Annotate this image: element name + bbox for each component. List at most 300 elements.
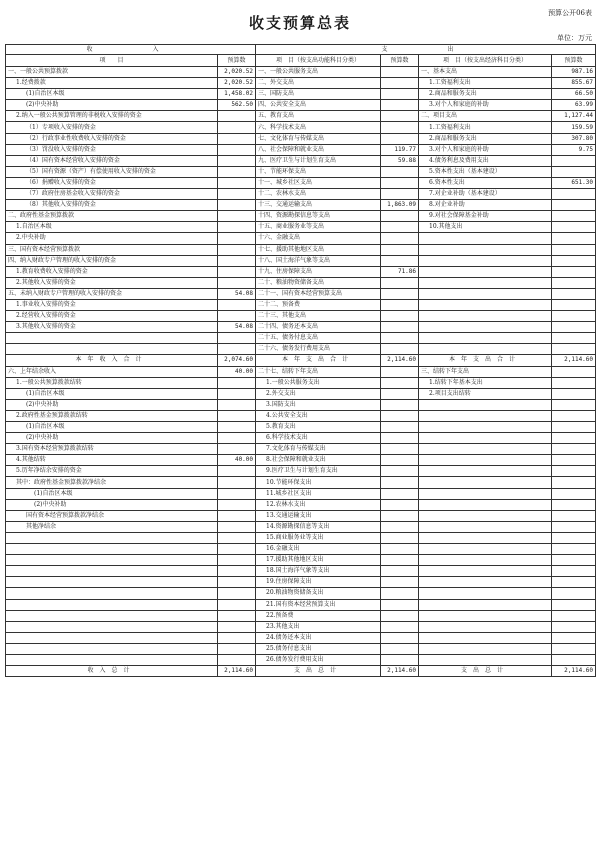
income-amount-cell bbox=[218, 632, 256, 643]
func-item-cell: 五、教育支出 bbox=[256, 111, 381, 122]
econ-amount-cell bbox=[552, 344, 596, 355]
econ-amount-cell bbox=[552, 477, 596, 488]
func-amount-cell bbox=[381, 133, 419, 144]
func-amount-cell bbox=[381, 488, 419, 499]
func-amount-cell bbox=[381, 222, 419, 233]
func-item-cell: 19.住房保障支出 bbox=[256, 577, 381, 588]
func-item-cell: 三、国防支出 bbox=[256, 89, 381, 100]
econ-item-cell: 10.其他支出 bbox=[419, 222, 552, 233]
table-row bbox=[6, 588, 596, 599]
func-amount-cell bbox=[381, 510, 419, 521]
income-amount-cell bbox=[218, 643, 256, 654]
income-amount-cell bbox=[218, 311, 256, 322]
income-amount-cell bbox=[218, 544, 256, 555]
col-func-amount: 预算数 bbox=[381, 55, 419, 67]
form-code: 预算公开06表 bbox=[548, 9, 592, 17]
econ-amount-cell bbox=[552, 643, 596, 654]
econ-item-cell: 3.对个人和家庭的补助 bbox=[419, 100, 552, 111]
func-amount-cell bbox=[381, 433, 419, 444]
year-econ-total: 2,114.60 bbox=[552, 355, 596, 366]
table-row bbox=[6, 510, 596, 521]
econ-amount-cell: 66.50 bbox=[552, 89, 596, 100]
income-item-cell: （6）捐赠收入安排的资金 bbox=[6, 177, 218, 188]
table-row bbox=[6, 577, 596, 588]
func-item-cell: 二、外交支出 bbox=[256, 78, 381, 89]
table-row bbox=[6, 322, 596, 333]
income-amount-cell: 54.08 bbox=[218, 288, 256, 299]
econ-item-cell: 8.对企业补助 bbox=[419, 200, 552, 211]
func-item-cell: 7.文化体育与传媒支出 bbox=[256, 444, 381, 455]
income-amount-cell bbox=[218, 566, 256, 577]
income-amount-cell: 562.50 bbox=[218, 100, 256, 111]
econ-amount-cell bbox=[552, 444, 596, 455]
econ-amount-cell bbox=[552, 366, 596, 377]
table-row bbox=[6, 333, 596, 344]
econ-item-cell bbox=[419, 599, 552, 610]
income-item-cell: 三、国有资本经营预算拨款 bbox=[6, 244, 218, 255]
func-item-cell: 13.交通运输支出 bbox=[256, 510, 381, 521]
func-item-cell: 十九、住房保障支出 bbox=[256, 266, 381, 277]
func-amount-cell bbox=[381, 255, 419, 266]
income-item-cell: （2）行政事业性收费收入安排的资金 bbox=[6, 133, 218, 144]
func-item-cell: 十一、城乡社区支出 bbox=[256, 177, 381, 188]
income-amount-cell: 2,020.52 bbox=[218, 67, 256, 78]
column-header-row bbox=[6, 55, 596, 67]
table-row bbox=[6, 544, 596, 555]
econ-item-cell bbox=[419, 277, 552, 288]
func-amount-cell bbox=[381, 166, 419, 177]
income-item-cell: （3）罚没收入安排的资金 bbox=[6, 144, 218, 155]
income-amount-cell bbox=[218, 277, 256, 288]
table-row bbox=[6, 89, 596, 100]
table-row bbox=[6, 444, 596, 455]
income-item-cell: 四、纳入财政专户管理的收入安排的资金 bbox=[6, 255, 218, 266]
econ-item-cell bbox=[419, 444, 552, 455]
income-item-cell bbox=[6, 654, 218, 665]
income-amount-cell: 2,020.52 bbox=[218, 78, 256, 89]
total-row bbox=[6, 666, 596, 677]
econ-amount-cell bbox=[552, 166, 596, 177]
income-item-cell bbox=[6, 599, 218, 610]
func-item-cell: 15.商业服务业等支出 bbox=[256, 532, 381, 543]
func-item-cell: 4.公共安全支出 bbox=[256, 410, 381, 421]
func-amount-cell bbox=[381, 399, 419, 410]
func-item-cell: 5.教育支出 bbox=[256, 422, 381, 433]
income-item-cell: (1)自治区本级 bbox=[6, 488, 218, 499]
econ-item-cell bbox=[419, 333, 552, 344]
income-item-cell bbox=[6, 643, 218, 654]
income-amount-cell bbox=[218, 621, 256, 632]
table-row bbox=[6, 166, 596, 177]
income-item-cell: (2)中央补助 bbox=[6, 399, 218, 410]
table-row bbox=[6, 388, 596, 399]
income-amount-cell bbox=[218, 122, 256, 133]
income-amount-cell bbox=[218, 510, 256, 521]
func-item-cell: 20.粮油物资储备支出 bbox=[256, 588, 381, 599]
income-amount-cell bbox=[218, 111, 256, 122]
func-item-cell: 3.国防支出 bbox=[256, 399, 381, 410]
econ-item-cell bbox=[419, 422, 552, 433]
econ-item-cell: 1.工资福利支出 bbox=[419, 78, 552, 89]
econ-amount-cell bbox=[552, 288, 596, 299]
func-item-cell: 六、科学技术支出 bbox=[256, 122, 381, 133]
income-amount-cell bbox=[218, 233, 256, 244]
income-amount-cell bbox=[218, 255, 256, 266]
econ-item-cell bbox=[419, 433, 552, 444]
econ-amount-cell: 855.67 bbox=[552, 78, 596, 89]
income-item-cell: 国有资本经营预算拨款净结余 bbox=[6, 510, 218, 521]
func-amount-cell bbox=[381, 566, 419, 577]
func-item-cell: 十四、资源勘探信息等支出 bbox=[256, 211, 381, 222]
func-amount-cell bbox=[381, 521, 419, 532]
table-row bbox=[6, 344, 596, 355]
income-amount-cell bbox=[218, 599, 256, 610]
func-amount-cell bbox=[381, 377, 419, 388]
func-amount-cell bbox=[381, 89, 419, 100]
table-row bbox=[6, 422, 596, 433]
func-amount-cell bbox=[381, 233, 419, 244]
income-item-cell: （1）专项收入安排的资金 bbox=[6, 122, 218, 133]
func-amount-cell bbox=[381, 444, 419, 455]
func-item-cell: 八、社会保障和就业支出 bbox=[256, 144, 381, 155]
income-amount-cell bbox=[218, 200, 256, 211]
econ-amount-cell bbox=[552, 211, 596, 222]
econ-item-cell bbox=[419, 588, 552, 599]
income-amount-cell bbox=[218, 344, 256, 355]
func-item-cell: 二十三、其他支出 bbox=[256, 311, 381, 322]
econ-amount-cell: 9.75 bbox=[552, 144, 596, 155]
income-item-cell: 4.其他结转 bbox=[6, 455, 218, 466]
econ-amount-cell bbox=[552, 311, 596, 322]
table-row bbox=[6, 466, 596, 477]
econ-amount-cell bbox=[552, 455, 596, 466]
grand-income-label: 收入总计 bbox=[6, 666, 218, 677]
income-amount-cell bbox=[218, 244, 256, 255]
grand-expense-total: 2,114.60 bbox=[381, 666, 419, 677]
func-item-cell: 12.农林水支出 bbox=[256, 499, 381, 510]
func-amount-cell bbox=[381, 610, 419, 621]
econ-item-cell bbox=[419, 288, 552, 299]
col-income-item: 项 目 bbox=[6, 55, 218, 67]
func-item-cell: 二十四、债务还本支出 bbox=[256, 322, 381, 333]
econ-amount-cell bbox=[552, 488, 596, 499]
econ-amount-cell bbox=[552, 510, 596, 521]
func-item-cell: 24.债务还本支出 bbox=[256, 632, 381, 643]
col-func-item: 项 目（按支出功能科目分类） bbox=[256, 55, 381, 67]
func-item-cell: 1.一般公共服务支出 bbox=[256, 377, 381, 388]
year-expense-total-label: 本年支出合计 bbox=[256, 355, 381, 366]
func-item-cell: 二十一、国有资本经营预算支出 bbox=[256, 288, 381, 299]
table-row bbox=[6, 566, 596, 577]
func-amount-cell bbox=[381, 322, 419, 333]
income-amount-cell bbox=[218, 477, 256, 488]
econ-item-cell: 1.结转下年基本支出 bbox=[419, 377, 552, 388]
income-item-cell: 5.历年净结余安排的资金 bbox=[6, 466, 218, 477]
income-item-cell: 1.自治区本级 bbox=[6, 222, 218, 233]
income-amount-cell bbox=[218, 266, 256, 277]
income-item-cell bbox=[6, 344, 218, 355]
func-item-cell: 二十六、债务发行费用支出 bbox=[256, 344, 381, 355]
econ-amount-cell bbox=[552, 222, 596, 233]
func-amount-cell bbox=[381, 299, 419, 310]
income-item-cell bbox=[6, 577, 218, 588]
income-item-cell: (2)中央补助 bbox=[6, 433, 218, 444]
econ-amount-cell bbox=[552, 255, 596, 266]
income-item-cell: 一、一般公共预算拨款 bbox=[6, 67, 218, 78]
table-row bbox=[6, 488, 596, 499]
income-item-cell: (1)自治区本级 bbox=[6, 422, 218, 433]
func-item-cell: 十、节能环保支出 bbox=[256, 166, 381, 177]
econ-amount-cell bbox=[552, 610, 596, 621]
income-amount-cell bbox=[218, 333, 256, 344]
table-row bbox=[6, 366, 596, 377]
econ-item-cell bbox=[419, 255, 552, 266]
income-amount-cell bbox=[218, 422, 256, 433]
func-amount-cell: 1,863.09 bbox=[381, 200, 419, 211]
grand-econ-label: 支出总计 bbox=[419, 666, 552, 677]
income-item-cell: 2.纳入一般公共预算管理的非税收入安排的资金 bbox=[6, 111, 218, 122]
econ-amount-cell bbox=[552, 588, 596, 599]
func-amount-cell bbox=[381, 333, 419, 344]
income-amount-cell bbox=[218, 577, 256, 588]
table-row bbox=[6, 100, 596, 111]
budget-table bbox=[5, 44, 596, 677]
income-amount-cell bbox=[218, 433, 256, 444]
econ-amount-cell bbox=[552, 277, 596, 288]
year-econ-total-label: 本年支出合计 bbox=[419, 355, 552, 366]
econ-amount-cell bbox=[552, 521, 596, 532]
econ-amount-cell bbox=[552, 555, 596, 566]
func-amount-cell bbox=[381, 244, 419, 255]
income-amount-cell bbox=[218, 144, 256, 155]
table-row bbox=[6, 155, 596, 166]
func-item-cell: 18.国土海洋气象等支出 bbox=[256, 566, 381, 577]
income-item-cell: 1.经费拨款 bbox=[6, 78, 218, 89]
econ-amount-cell: 987.16 bbox=[552, 67, 596, 78]
econ-amount-cell bbox=[552, 621, 596, 632]
year-expense-total: 2,114.60 bbox=[381, 355, 419, 366]
func-amount-cell bbox=[381, 177, 419, 188]
econ-item-cell bbox=[419, 322, 552, 333]
income-item-cell: (1)自治区本级 bbox=[6, 89, 218, 100]
func-amount-cell bbox=[381, 67, 419, 78]
income-amount-cell bbox=[218, 532, 256, 543]
econ-amount-cell bbox=[552, 466, 596, 477]
econ-item-cell bbox=[419, 233, 552, 244]
func-amount-cell bbox=[381, 211, 419, 222]
total-row bbox=[6, 355, 596, 366]
expense-section-header: 支 出 bbox=[256, 45, 596, 55]
income-amount-cell bbox=[218, 388, 256, 399]
func-item-cell: 16.金融支出 bbox=[256, 544, 381, 555]
func-item-cell: 11.城乡社区支出 bbox=[256, 488, 381, 499]
col-econ-amount: 预算数 bbox=[552, 55, 596, 67]
func-amount-cell bbox=[381, 499, 419, 510]
income-amount-cell bbox=[218, 155, 256, 166]
econ-item-cell: 2.商品和服务支出 bbox=[419, 133, 552, 144]
func-item-cell: 九、医疗卫生与计划生育支出 bbox=[256, 155, 381, 166]
econ-amount-cell bbox=[552, 299, 596, 310]
table-row bbox=[6, 621, 596, 632]
func-amount-cell bbox=[381, 588, 419, 599]
income-item-cell: 二、政府性基金预算拨款 bbox=[6, 211, 218, 222]
econ-item-cell: 2.商品和服务支出 bbox=[419, 89, 552, 100]
income-amount-cell bbox=[218, 211, 256, 222]
func-item-cell: 23.其他支出 bbox=[256, 621, 381, 632]
income-item-cell bbox=[6, 555, 218, 566]
table-row bbox=[6, 144, 596, 155]
income-amount-cell bbox=[218, 444, 256, 455]
table-row bbox=[6, 266, 596, 277]
func-item-cell: 十六、金融支出 bbox=[256, 233, 381, 244]
econ-amount-cell bbox=[552, 189, 596, 200]
unit-label: 单位：万元 bbox=[557, 34, 592, 42]
income-amount-cell bbox=[218, 488, 256, 499]
func-item-cell: 二十、粮油物资储备支出 bbox=[256, 277, 381, 288]
econ-amount-cell bbox=[552, 577, 596, 588]
income-item-cell bbox=[6, 621, 218, 632]
econ-amount-cell bbox=[552, 632, 596, 643]
econ-item-cell bbox=[419, 555, 552, 566]
econ-amount-cell bbox=[552, 566, 596, 577]
income-item-cell: (1)自治区本级 bbox=[6, 388, 218, 399]
econ-item-cell bbox=[419, 477, 552, 488]
income-amount-cell bbox=[218, 299, 256, 310]
econ-item-cell bbox=[419, 488, 552, 499]
table-row bbox=[6, 189, 596, 200]
col-econ-item: 项 目（按支出经济科目分类） bbox=[419, 55, 552, 67]
table-row bbox=[6, 211, 596, 222]
table-row bbox=[6, 532, 596, 543]
income-amount-cell bbox=[218, 521, 256, 532]
func-item-cell: 十二、农林水支出 bbox=[256, 189, 381, 200]
income-item-cell: （8）其他收入安排的资金 bbox=[6, 200, 218, 211]
table-row bbox=[6, 455, 596, 466]
income-item-cell: 其他净结余 bbox=[6, 521, 218, 532]
func-amount-cell: 71.86 bbox=[381, 266, 419, 277]
table-row bbox=[6, 643, 596, 654]
income-amount-cell: 40.00 bbox=[218, 455, 256, 466]
econ-amount-cell bbox=[552, 422, 596, 433]
func-item-cell: 二十五、债务付息支出 bbox=[256, 333, 381, 344]
func-amount-cell bbox=[381, 654, 419, 665]
func-item-cell: 10.节能环保支出 bbox=[256, 477, 381, 488]
econ-item-cell bbox=[419, 577, 552, 588]
table-row bbox=[6, 499, 596, 510]
econ-item-cell bbox=[419, 244, 552, 255]
func-item-cell: 一、一般公共服务支出 bbox=[256, 67, 381, 78]
func-item-cell: 二十二、预备费 bbox=[256, 299, 381, 310]
table-row bbox=[6, 555, 596, 566]
table-row bbox=[6, 311, 596, 322]
income-amount-cell bbox=[218, 399, 256, 410]
econ-item-cell bbox=[419, 311, 552, 322]
table-row bbox=[6, 177, 596, 188]
func-amount-cell bbox=[381, 344, 419, 355]
income-item-cell: (2)中央补助 bbox=[6, 499, 218, 510]
econ-amount-cell bbox=[552, 654, 596, 665]
func-amount-cell bbox=[381, 277, 419, 288]
econ-item-cell: 3.对个人和家庭的补助 bbox=[419, 144, 552, 155]
func-item-cell: 七、文化体育与传媒支出 bbox=[256, 133, 381, 144]
table-row bbox=[6, 255, 596, 266]
table-row bbox=[6, 632, 596, 643]
econ-item-cell: 9.对社会保障基金补助 bbox=[419, 211, 552, 222]
income-amount-cell: 1,458.02 bbox=[218, 89, 256, 100]
income-item-cell: 其中：政府性基金预算拨款净结余 bbox=[6, 477, 218, 488]
econ-amount-cell bbox=[552, 266, 596, 277]
table-row bbox=[6, 599, 596, 610]
func-amount-cell bbox=[381, 477, 419, 488]
econ-amount-cell: 651.30 bbox=[552, 177, 596, 188]
econ-amount-cell bbox=[552, 377, 596, 388]
income-item-cell: (2)中央补助 bbox=[6, 100, 218, 111]
func-amount-cell bbox=[381, 311, 419, 322]
table-row bbox=[6, 200, 596, 211]
income-amount-cell bbox=[218, 654, 256, 665]
econ-amount-cell bbox=[552, 333, 596, 344]
econ-amount-cell bbox=[552, 499, 596, 510]
econ-item-cell: 7.对企业补助（基本建设） bbox=[419, 189, 552, 200]
income-amount-cell: 54.08 bbox=[218, 322, 256, 333]
econ-item-cell: 三、结转下年支出 bbox=[419, 366, 552, 377]
income-item-cell: 1.事业收入安排的资金 bbox=[6, 299, 218, 310]
econ-amount-cell: 159.59 bbox=[552, 122, 596, 133]
page-title: 收支预算总表 bbox=[248, 14, 351, 32]
econ-item-cell bbox=[419, 654, 552, 665]
grand-income-total: 2,114.60 bbox=[218, 666, 256, 677]
econ-item-cell bbox=[419, 466, 552, 477]
func-amount-cell bbox=[381, 288, 419, 299]
table-row bbox=[6, 477, 596, 488]
func-item-cell: 2.外交支出 bbox=[256, 388, 381, 399]
func-amount-cell bbox=[381, 422, 419, 433]
econ-item-cell bbox=[419, 643, 552, 654]
func-amount-cell bbox=[381, 111, 419, 122]
econ-amount-cell bbox=[552, 599, 596, 610]
econ-item-cell bbox=[419, 532, 552, 543]
income-item-cell: （7）政府住房基金收入安排的资金 bbox=[6, 189, 218, 200]
income-item-cell: 1.教育收费收入安排的资金 bbox=[6, 266, 218, 277]
econ-amount-cell bbox=[552, 155, 596, 166]
econ-amount-cell bbox=[552, 544, 596, 555]
econ-item-cell bbox=[419, 510, 552, 521]
table-row bbox=[6, 377, 596, 388]
income-amount-cell bbox=[218, 499, 256, 510]
grand-econ-total: 2,114.60 bbox=[552, 666, 596, 677]
income-item-cell: 2.中央补助 bbox=[6, 233, 218, 244]
table-row bbox=[6, 222, 596, 233]
econ-item-cell: 一、基本支出 bbox=[419, 67, 552, 78]
table-row bbox=[6, 78, 596, 89]
income-item-cell bbox=[6, 610, 218, 621]
col-income-amount: 预算数 bbox=[218, 55, 256, 67]
econ-item-cell: 1.工资福利支出 bbox=[419, 122, 552, 133]
income-item-cell: 3.其他收入安排的资金 bbox=[6, 322, 218, 333]
income-item-cell: 2.政府性基金预算拨款结转 bbox=[6, 410, 218, 421]
econ-item-cell: 6.资本性支出 bbox=[419, 177, 552, 188]
income-section-header: 收 入 bbox=[6, 45, 256, 55]
func-amount-cell bbox=[381, 532, 419, 543]
econ-item-cell bbox=[419, 621, 552, 632]
econ-amount-cell: 63.99 bbox=[552, 100, 596, 111]
table-row bbox=[6, 610, 596, 621]
table-row bbox=[6, 399, 596, 410]
econ-item-cell bbox=[419, 499, 552, 510]
table-row bbox=[6, 111, 596, 122]
func-amount-cell bbox=[381, 410, 419, 421]
func-amount-cell bbox=[381, 599, 419, 610]
